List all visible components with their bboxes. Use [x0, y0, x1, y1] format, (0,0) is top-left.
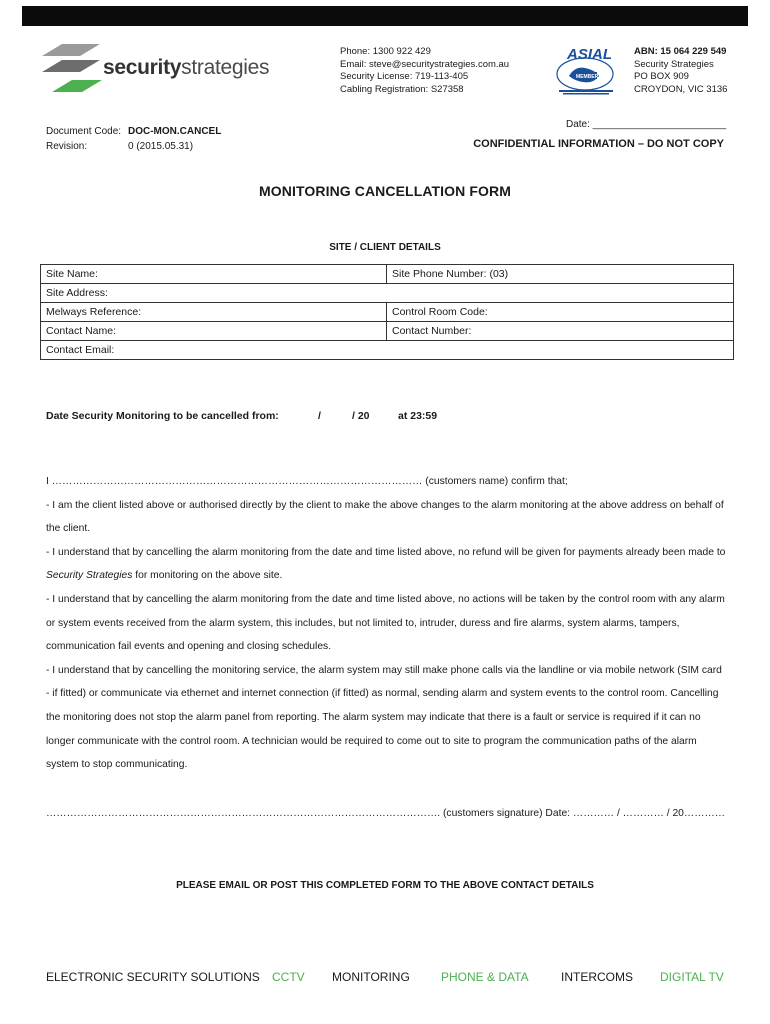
site-phone-field[interactable]: Site Phone Number: (03)	[387, 265, 734, 284]
phone-text: Phone: 1300 922 429	[340, 46, 431, 57]
section-title: SITE / CLIENT DETAILS	[329, 242, 441, 253]
declaration-paragraph-2: - I understand that by cancelling the alarm monitoring from the date and time listed above, no refund will be given for payments already been made to Security Strategies for monitoring on the above site.	[46, 546, 726, 582]
declaration-text	[46, 470, 726, 777]
abn-text: ABN: 15 064 229 549	[634, 46, 727, 57]
cabling-text: Cabling Registration: S27358	[340, 83, 464, 95]
company-details	[634, 46, 727, 96]
asial-member-text: MEMBER	[576, 74, 599, 80]
submission-instruction: PLEASE EMAIL OR POST THIS COMPLETED FORM TO THE ABOVE CONTACT DETAILS	[176, 880, 594, 891]
melways-field[interactable]: Melways Reference:	[41, 303, 387, 322]
footer-intercoms: INTERCOMS	[561, 970, 633, 984]
site-client-details-table	[40, 264, 734, 360]
confirm-line: I ……………………………………………………………………………………………… (customers name) confirm that;	[46, 476, 568, 487]
email-text: Email: steve@securitystrategies.com.au	[340, 58, 510, 70]
signature-line[interactable]: ……………………………………………………………………………………………………. (customers signature) Date: ………… / ………… / 20…………	[46, 808, 726, 819]
site-address-field[interactable]: Site Address:	[41, 284, 734, 303]
footer-digital-tv: DIGITAL TV	[660, 970, 724, 984]
cancel-date-year-sep[interactable]: / 20	[352, 410, 370, 422]
logo-wordmark: securitystrategies	[103, 56, 270, 79]
footer-electronic-security: ELECTRONIC SECURITY SOLUTIONS	[46, 970, 260, 984]
contact-details	[340, 46, 509, 96]
asial-text: ASIAL	[567, 46, 612, 63]
revision-label: Revision:	[46, 141, 88, 152]
date-field[interactable]: Date: ________________________	[566, 119, 727, 130]
footer-cctv: CCTV	[272, 970, 305, 984]
company-name-text: Security Strategies	[634, 58, 714, 70]
revision-value: 0 (2015.05.31)	[128, 141, 194, 152]
declaration-paragraph-4: - I understand that by cancelling the monitoring service, the alarm system may still make phone calls via the landline or via mobile network (SIM card - if fitted) or communicate via ethernet and internet connection (if fitted) as normal, sending alarm and system events to the control room. Cancelling the monitoring does not stop the alarm panel from reporting. The alarm system may indicate that there is a fault or service is required if it can no longer communicate with the control room. A technician would be required to come out to site to program the communication paths of the alarm system to stop communicating.	[46, 664, 722, 771]
form-title: MONITORING CANCELLATION FORM	[259, 183, 511, 199]
document-code-label: Document Code:	[46, 126, 122, 137]
document-code-value: DOC-MON.CANCEL	[128, 126, 222, 137]
contact-name-field[interactable]: Contact Name:	[41, 322, 387, 341]
asial-logo	[555, 46, 617, 96]
control-room-field[interactable]: Control Room Code:	[387, 303, 734, 322]
top-banner-bar	[22, 6, 748, 26]
license-text: Security License: 719-113-405	[340, 71, 469, 83]
company-name-italic: Security Strategies	[46, 570, 133, 582]
confidential-notice: CONFIDENTIAL INFORMATION – DO NOT COPY	[473, 138, 724, 150]
declaration-paragraph-3: - I understand that by cancelling the alarm monitoring from the date and time listed above, no actions will be taken by the control room with any alarm or system events received from the alarm system, this includes, but not limited to, intruder, duress and fire alarms, system alarms, tampers, communication fail events and opening and closing schedules.	[46, 593, 725, 653]
security-strategies-logo	[40, 42, 280, 94]
contact-number-field[interactable]: Contact Number:	[387, 322, 734, 341]
cancel-date-label: Date Security Monitoring to be cancelled from:	[46, 410, 279, 422]
site-name-field[interactable]: Site Name:	[41, 265, 387, 284]
contact-email-field[interactable]: Contact Email:	[41, 341, 734, 360]
footer-phone-data: PHONE & DATA	[441, 970, 529, 984]
document-code-block	[46, 124, 221, 154]
declaration-paragraph-1: - I am the client listed above or authorised directly by the client to make the above changes to the alarm monitoring at the above address on behalf of the client.	[46, 499, 724, 535]
cancel-date-day-month-sep[interactable]: /	[318, 410, 321, 422]
logo-stripes-icon	[40, 42, 104, 94]
city-text: CROYDON, VIC 3136	[634, 83, 728, 95]
po-box-text: PO BOX 909	[634, 71, 689, 83]
footer-monitoring: MONITORING	[332, 970, 410, 984]
cancel-time: at 23:59	[398, 410, 438, 422]
